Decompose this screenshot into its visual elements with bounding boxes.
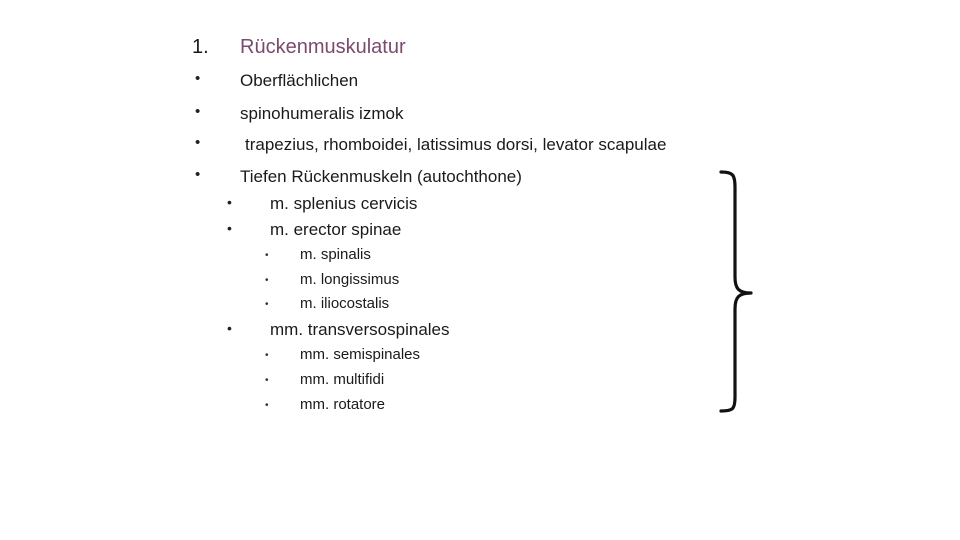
list-item-transversospinales: mm. transversospinales	[270, 320, 450, 339]
bullet-marker: •	[227, 220, 232, 236]
bullet-marker: •	[195, 70, 201, 87]
list-item-erector: m. erector spinae	[270, 220, 402, 239]
bullet-marker: •	[195, 166, 201, 183]
bullet-marker: •	[195, 134, 201, 151]
bullet-marker: •	[227, 320, 232, 336]
list-item-oberflaechlichen: Oberflächlichen	[240, 71, 359, 90]
bullet-marker: •	[265, 299, 269, 310]
slide-title: Rückenmuskulatur	[240, 36, 406, 58]
bullet-marker: •	[265, 375, 269, 386]
bullet-marker: •	[227, 194, 232, 210]
list-item-trapezius: trapezius, rhomboidei, latissimus dorsi, levator scapulae	[245, 135, 667, 154]
list-item-spinalis: m. spinalis	[300, 246, 371, 263]
section-number: 1.	[192, 36, 209, 58]
list-item-longissimus: m. longissimus	[300, 271, 400, 288]
list-item-rotatore: mm. rotatore	[300, 396, 386, 413]
bullet-marker: •	[265, 275, 269, 286]
list-item-semispinales: mm. semispinales	[300, 346, 421, 363]
bullet-marker: •	[195, 103, 201, 120]
list-item-tiefen: Tiefen Rückenmuskeln (autochthone)	[240, 167, 522, 186]
list-item-iliocostalis: m. iliocostalis	[300, 295, 390, 312]
bullet-marker: •	[265, 400, 269, 411]
bullet-marker: •	[265, 250, 269, 261]
list-item-splenius: m. splenius cervicis	[270, 194, 418, 213]
list-item-multifidi: mm. multifidi	[300, 371, 385, 388]
list-item-spinohumeralis: spinohumeralis izmok	[240, 104, 404, 123]
bullet-marker: •	[265, 350, 269, 361]
curly-brace-icon	[715, 165, 765, 415]
